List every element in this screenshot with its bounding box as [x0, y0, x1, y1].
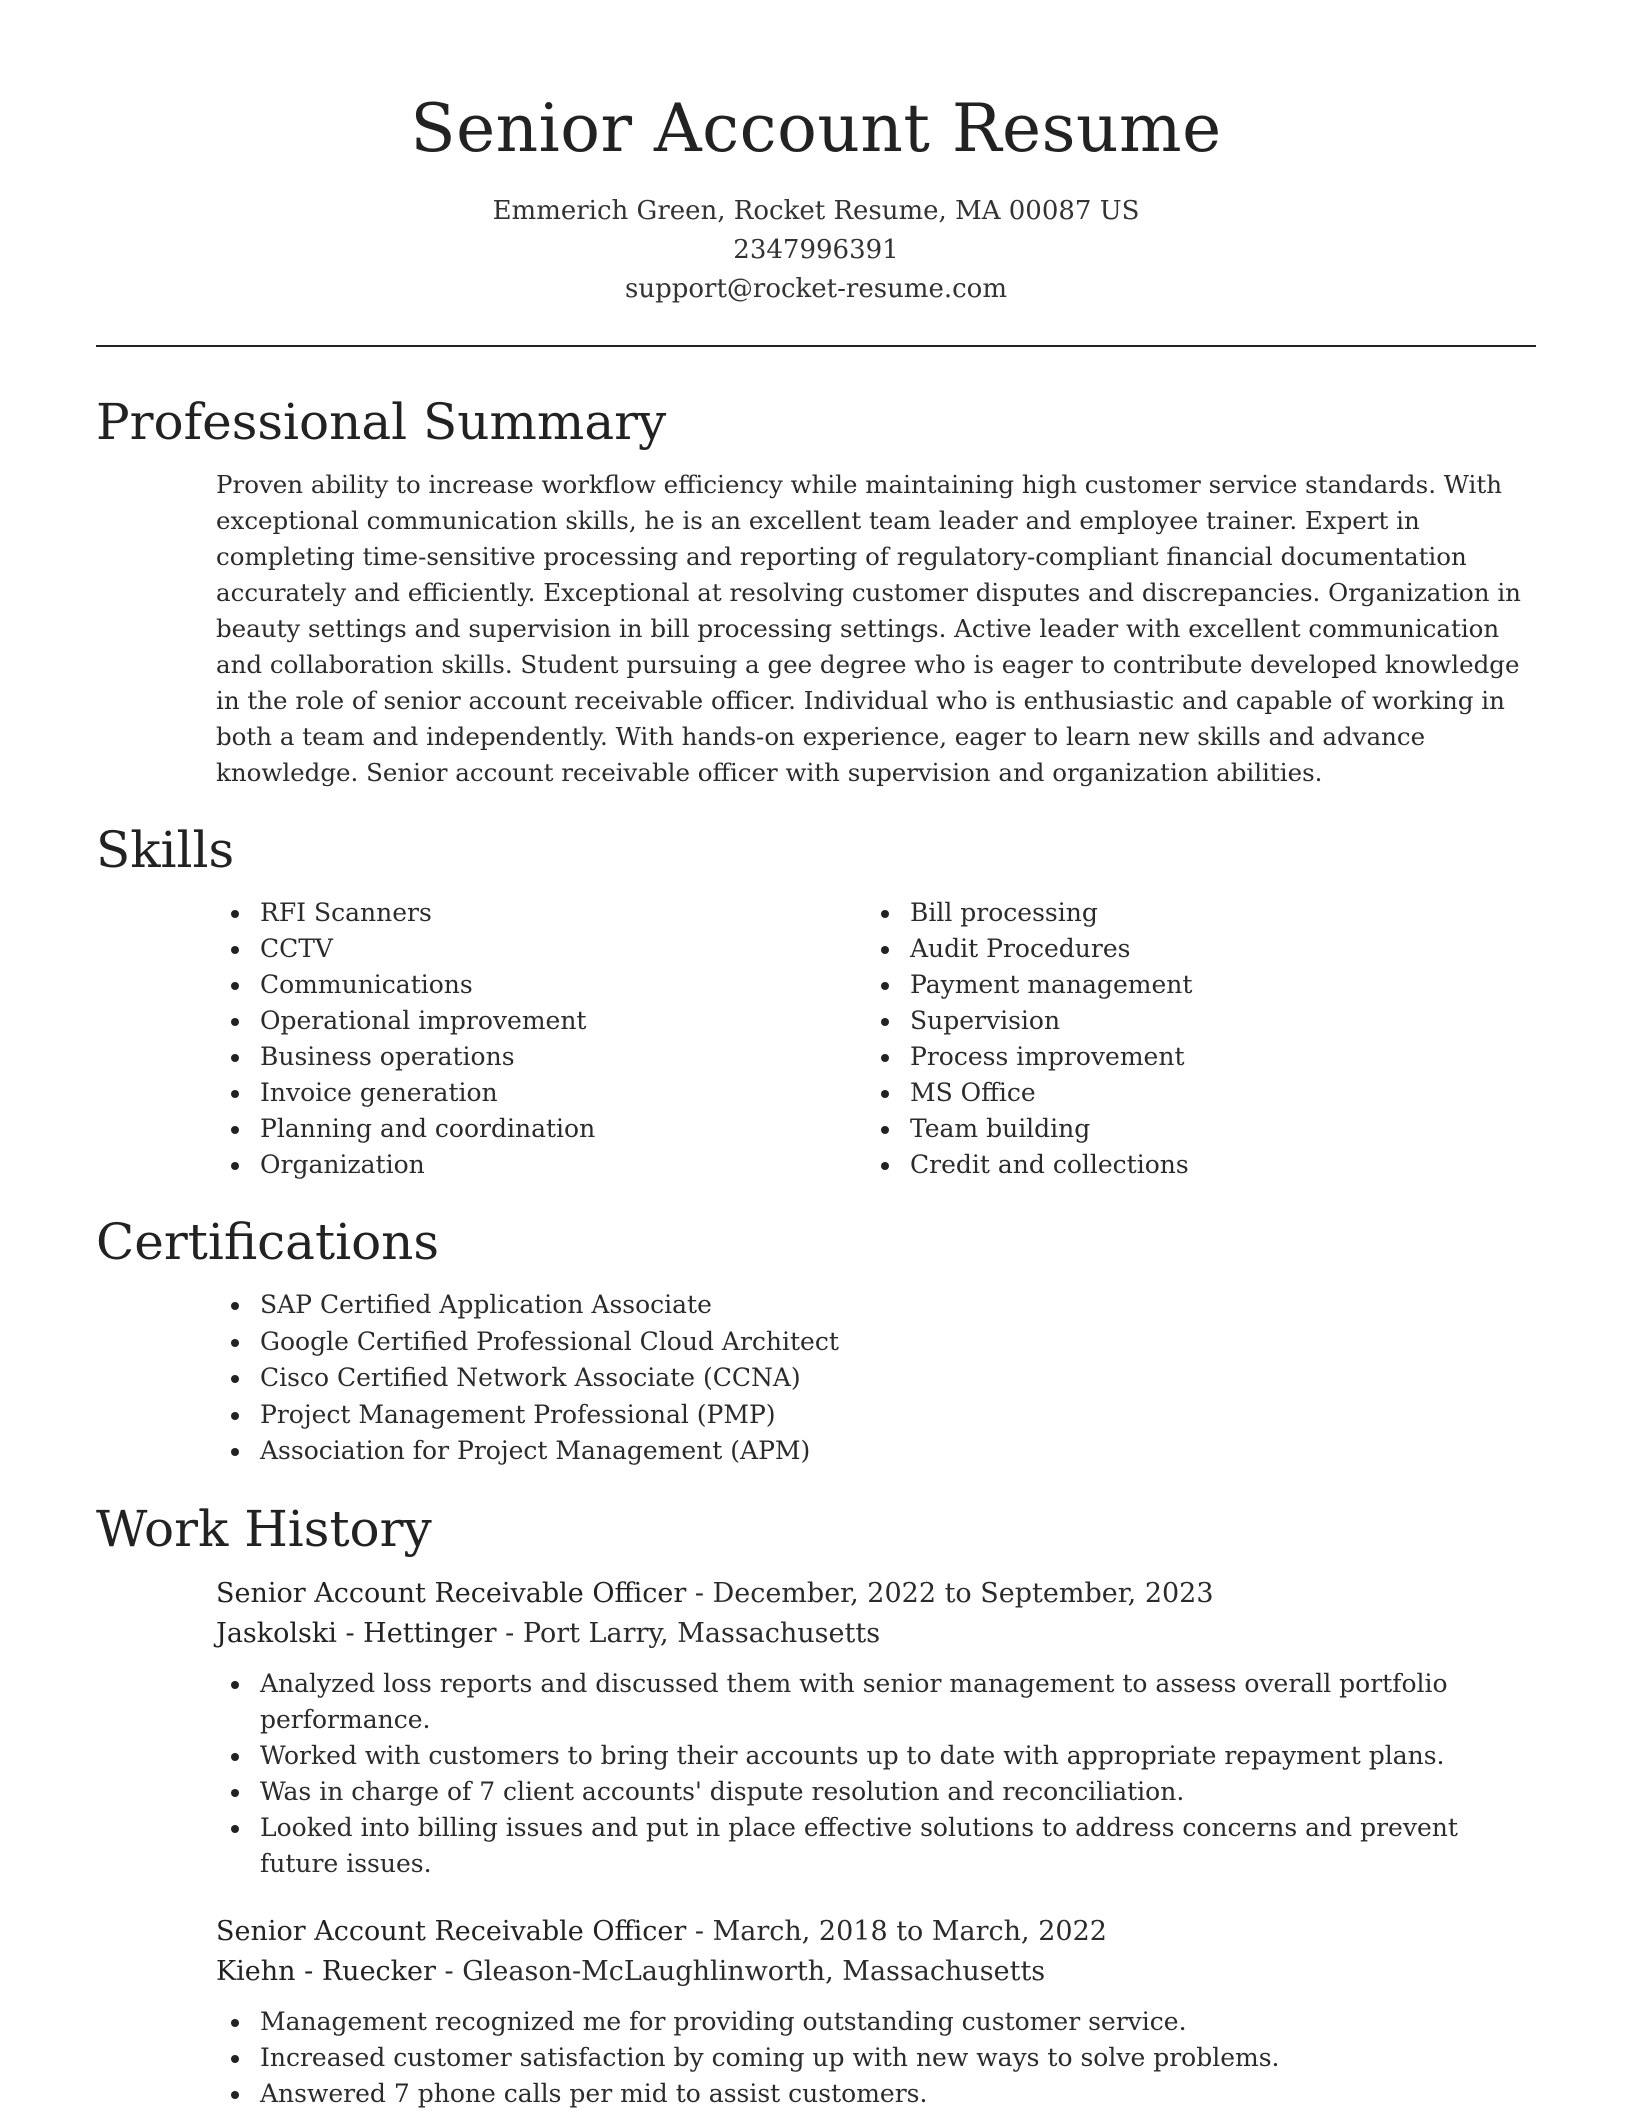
summary-section — [96, 387, 1536, 791]
skill-item: Business operations — [216, 1039, 866, 1075]
skill-item: Planning and coordination — [216, 1111, 866, 1147]
contact-email: support@rocket-resume.com — [624, 274, 1007, 304]
skill-item: CCTV — [216, 931, 866, 967]
skill-item: Organization — [216, 1147, 866, 1183]
certification-item: Google Certified Professional Cloud Architect — [216, 1324, 1486, 1361]
job-duty: Looked into billing issues and put in place effective solutions to address concerns and prevent future issues. — [216, 1810, 1486, 1882]
job-location: - Gleason-McLaughlinworth, Massachusetts — [435, 1955, 1046, 1987]
certifications-heading: Certifications — [96, 1213, 440, 1271]
skill-item: Process improvement — [866, 1039, 1516, 1075]
job-title: Senior Account Receivable Officer — [216, 1915, 687, 1947]
skills-column-right — [866, 895, 1516, 1183]
job-dates: - March, 2018 to March, 2022 — [686, 1915, 1107, 1947]
resume-title: Senior Account Resume — [410, 90, 1222, 167]
job-company-line — [216, 1952, 1536, 1992]
skills-column-left — [216, 895, 866, 1183]
header-divider — [96, 345, 1536, 347]
job-duty: Was in charge of 7 client accounts' dispute resolution and reconciliation. — [216, 1774, 1486, 1810]
skills-grid — [96, 895, 1536, 1183]
job-entry — [216, 1912, 1536, 2112]
job-duty: Analyzed loss reports and discussed them with senior management to assess overall portfolio performance. — [216, 1666, 1486, 1738]
job-entry — [216, 1574, 1536, 1882]
resume-page — [96, 0, 1536, 2112]
skills-heading: Skills — [96, 821, 235, 879]
job-duty: Management recognized me for providing outstanding customer service. — [216, 2004, 1486, 2040]
skill-item: Credit and collections — [866, 1147, 1516, 1183]
certification-item: SAP Certified Application Associate — [216, 1287, 1486, 1324]
certification-item: Cisco Certified Network Associate (CCNA) — [216, 1360, 1486, 1397]
certifications-list — [216, 1287, 1486, 1470]
certification-item: Project Management Professional (PMP) — [216, 1397, 1486, 1434]
job-duties-list — [216, 2004, 1486, 2112]
skills-section — [96, 815, 1536, 1183]
job-duty: Increased customer satisfaction by coming up with new ways to solve problems. — [216, 2040, 1486, 2076]
skill-item: Team building — [866, 1111, 1516, 1147]
job-duty: Answered 7 phone calls per mid to assist customers. — [216, 2076, 1486, 2112]
skill-item: Supervision — [866, 1003, 1516, 1039]
skill-item: Bill processing — [866, 895, 1516, 931]
contact-info — [96, 192, 1536, 309]
work-history-section — [96, 1494, 1536, 2112]
job-title-line — [216, 1912, 1536, 1952]
summary-heading: Professional Summary — [96, 393, 667, 451]
job-company-line — [216, 1614, 1536, 1654]
job-title-line — [216, 1574, 1536, 1614]
job-dates: - December, 2022 to September, 2023 — [686, 1577, 1214, 1609]
skill-item: Invoice generation — [216, 1075, 866, 1111]
skill-item: RFI Scanners — [216, 895, 866, 931]
resume-header — [96, 0, 1536, 309]
skill-item: Communications — [216, 967, 866, 1003]
certifications-section — [96, 1207, 1536, 1470]
skill-item: Audit Procedures — [866, 931, 1516, 967]
job-company: Kiehn - Ruecker — [216, 1955, 436, 1987]
job-duty: Worked with customers to bring their accounts up to date with appropriate repayment plans. — [216, 1738, 1486, 1774]
work-history-heading: Work History — [96, 1499, 432, 1558]
contact-address: Emmerich Green, Rocket Resume, MA 00087 US — [492, 196, 1140, 226]
skill-item: Payment management — [866, 967, 1516, 1003]
job-title: Senior Account Receivable Officer — [216, 1577, 687, 1609]
skill-item: MS Office — [866, 1075, 1516, 1111]
skill-item: Operational improvement — [216, 1003, 866, 1039]
job-company: Jaskolski - Hettinger — [216, 1617, 497, 1649]
contact-phone: 2347996391 — [733, 235, 899, 265]
job-location: - Port Larry, Massachusetts — [496, 1617, 881, 1649]
certification-item: Association for Project Management (APM) — [216, 1433, 1486, 1470]
job-duties-list — [216, 1666, 1486, 1882]
summary-text: Proven ability to increase workflow efficiency while maintaining high customer service standards. With exceptional communication skills, he is an excellent team leader and employee trainer. Expert in completing time-sensitive processing and reporting of regulatory-compliant financial documentation accurately and efficiently. Exceptional at resolving customer disputes and discrepancies. Organization in beauty settings and supervision in bill processing settings. Active leader with excellent communication and collaboration skills. Student pursuing a gee degree who is eager to contribute developed knowledge in the role of senior account receivable officer. Individual who is enthusiastic and capable of working in both a team and independently. With hands-on experience, eager to learn new skills and advance knowledge. Senior account receivable officer with supervision and organization abilities. — [216, 470, 1521, 787]
